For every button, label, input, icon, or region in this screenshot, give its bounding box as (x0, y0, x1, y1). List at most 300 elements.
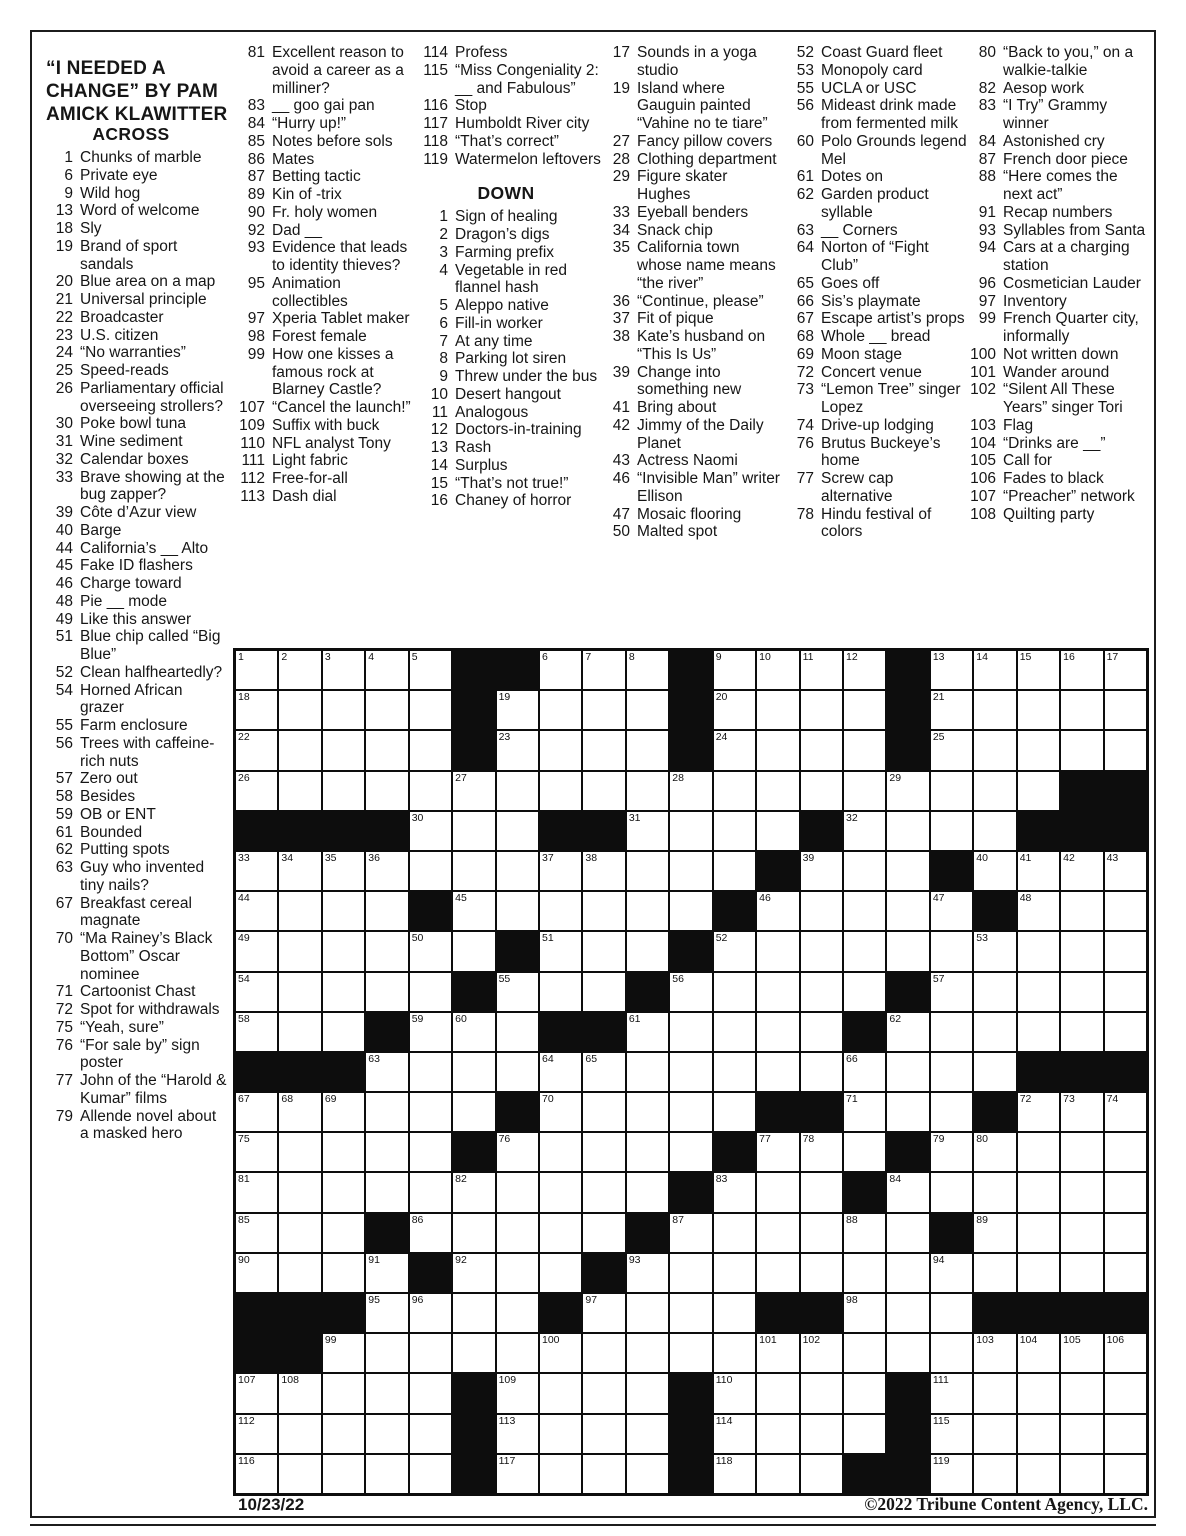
grid-cell[interactable] (235, 1213, 278, 1253)
grid-cell[interactable] (800, 690, 843, 730)
grid-cell[interactable] (1017, 1454, 1060, 1494)
grid-cell[interactable] (235, 1012, 278, 1052)
grid-cell[interactable] (973, 1052, 1016, 1092)
grid-cell[interactable] (713, 1454, 756, 1494)
grid-cell[interactable] (1060, 1253, 1103, 1293)
grid-cell[interactable] (713, 931, 756, 971)
grid-cell[interactable] (365, 931, 408, 971)
grid-cell[interactable] (626, 1454, 669, 1494)
grid-cell[interactable] (496, 1333, 539, 1373)
grid-cell[interactable] (930, 1092, 973, 1132)
grid-cell[interactable] (930, 891, 973, 931)
grid-cell[interactable] (800, 891, 843, 931)
grid-cell[interactable] (1017, 1213, 1060, 1253)
grid-cell[interactable] (756, 1333, 799, 1373)
grid-cell[interactable] (713, 690, 756, 730)
grid-cell[interactable] (756, 1213, 799, 1253)
grid-cell[interactable] (1017, 891, 1060, 931)
grid-cell[interactable] (713, 730, 756, 770)
grid-cell[interactable] (626, 1012, 669, 1052)
grid-cell[interactable] (756, 891, 799, 931)
grid-cell[interactable] (1060, 730, 1103, 770)
grid-cell[interactable] (626, 690, 669, 730)
grid-cell[interactable] (886, 771, 929, 811)
grid-cell[interactable] (973, 1172, 1016, 1212)
grid-cell[interactable] (539, 851, 582, 891)
grid-cell[interactable] (930, 771, 973, 811)
grid-cell[interactable] (278, 931, 321, 971)
grid-cell[interactable] (322, 1253, 365, 1293)
grid-cell[interactable] (365, 690, 408, 730)
grid-cell[interactable] (756, 1132, 799, 1172)
grid-cell[interactable] (322, 771, 365, 811)
grid-cell[interactable] (322, 1454, 365, 1494)
grid-cell[interactable] (1017, 1333, 1060, 1373)
grid-cell[interactable] (1017, 1373, 1060, 1413)
grid-cell[interactable] (800, 1253, 843, 1293)
grid-cell[interactable] (539, 1052, 582, 1092)
grid-cell[interactable] (409, 1052, 452, 1092)
grid-cell[interactable] (278, 972, 321, 1012)
grid-cell[interactable] (843, 811, 886, 851)
grid-cell[interactable] (582, 1454, 625, 1494)
grid-cell[interactable] (843, 1293, 886, 1333)
grid-cell[interactable] (1060, 690, 1103, 730)
grid-cell[interactable] (886, 811, 929, 851)
grid-cell[interactable] (843, 1092, 886, 1132)
grid-cell[interactable] (409, 1092, 452, 1132)
grid-cell[interactable] (626, 1414, 669, 1454)
grid-cell[interactable] (713, 771, 756, 811)
grid-cell[interactable] (235, 771, 278, 811)
grid-cell[interactable] (713, 1373, 756, 1413)
grid-cell[interactable] (278, 690, 321, 730)
grid-cell[interactable] (930, 1052, 973, 1092)
grid-cell[interactable] (409, 730, 452, 770)
grid-cell[interactable] (886, 1333, 929, 1373)
grid-cell[interactable] (452, 771, 495, 811)
grid-cell[interactable] (930, 730, 973, 770)
grid-cell[interactable] (669, 1132, 712, 1172)
grid-cell[interactable] (539, 1333, 582, 1373)
grid-cell[interactable] (365, 1414, 408, 1454)
grid-cell[interactable] (452, 1172, 495, 1212)
grid-cell[interactable] (973, 1012, 1016, 1052)
grid-cell[interactable] (496, 891, 539, 931)
grid-cell[interactable] (843, 891, 886, 931)
grid-cell[interactable] (235, 891, 278, 931)
grid-cell[interactable] (1060, 650, 1103, 690)
grid-cell[interactable] (973, 1414, 1016, 1454)
grid-cell[interactable] (1017, 730, 1060, 770)
grid-cell[interactable] (843, 690, 886, 730)
grid-cell[interactable] (496, 1213, 539, 1253)
grid-cell[interactable] (1017, 851, 1060, 891)
grid-cell[interactable] (930, 1373, 973, 1413)
grid-cell[interactable] (1017, 931, 1060, 971)
grid-cell[interactable] (713, 650, 756, 690)
grid-cell[interactable] (235, 931, 278, 971)
grid-cell[interactable] (582, 1293, 625, 1333)
grid-cell[interactable] (669, 972, 712, 1012)
grid-cell[interactable] (278, 891, 321, 931)
grid-cell[interactable] (365, 1052, 408, 1092)
grid-cell[interactable] (886, 1293, 929, 1333)
grid-cell[interactable] (278, 1132, 321, 1172)
grid-cell[interactable] (322, 690, 365, 730)
grid-cell[interactable] (930, 1454, 973, 1494)
grid-cell[interactable] (886, 1052, 929, 1092)
grid-cell[interactable] (800, 1132, 843, 1172)
grid-cell[interactable] (930, 931, 973, 971)
grid-cell[interactable] (1060, 972, 1103, 1012)
grid-cell[interactable] (365, 1454, 408, 1494)
grid-cell[interactable] (1017, 771, 1060, 811)
grid-cell[interactable] (843, 650, 886, 690)
grid-cell[interactable] (322, 931, 365, 971)
grid-cell[interactable] (973, 811, 1016, 851)
grid-cell[interactable] (669, 851, 712, 891)
grid-cell[interactable] (1104, 650, 1147, 690)
grid-cell[interactable] (756, 730, 799, 770)
grid-cell[interactable] (1017, 1092, 1060, 1132)
grid-cell[interactable] (235, 1132, 278, 1172)
grid-cell[interactable] (322, 1333, 365, 1373)
grid-cell[interactable] (365, 1172, 408, 1212)
grid-cell[interactable] (800, 730, 843, 770)
grid-cell[interactable] (1104, 730, 1147, 770)
grid-cell[interactable] (1060, 1012, 1103, 1052)
grid-cell[interactable] (582, 1373, 625, 1413)
grid-cell[interactable] (843, 851, 886, 891)
grid-cell[interactable] (409, 1172, 452, 1212)
grid-cell[interactable] (539, 1373, 582, 1413)
grid-cell[interactable] (235, 1253, 278, 1293)
grid-cell[interactable] (843, 1253, 886, 1293)
grid-cell[interactable] (1060, 1213, 1103, 1253)
grid-cell[interactable] (409, 851, 452, 891)
grid-cell[interactable] (843, 1052, 886, 1092)
grid-cell[interactable] (1060, 1373, 1103, 1413)
grid-cell[interactable] (409, 1132, 452, 1172)
grid-cell[interactable] (973, 851, 1016, 891)
grid-cell[interactable] (496, 1132, 539, 1172)
grid-cell[interactable] (756, 972, 799, 1012)
grid-cell[interactable] (1104, 891, 1147, 931)
grid-cell[interactable] (582, 650, 625, 690)
grid-cell[interactable] (626, 1132, 669, 1172)
grid-cell[interactable] (756, 1052, 799, 1092)
grid-cell[interactable] (1017, 1172, 1060, 1212)
grid-cell[interactable] (539, 1454, 582, 1494)
grid-cell[interactable] (278, 1414, 321, 1454)
grid-cell[interactable] (1017, 650, 1060, 690)
grid-cell[interactable] (756, 1454, 799, 1494)
grid-cell[interactable] (409, 1373, 452, 1413)
grid-cell[interactable] (322, 1172, 365, 1212)
grid-cell[interactable] (713, 1012, 756, 1052)
grid-cell[interactable] (496, 1052, 539, 1092)
grid-cell[interactable] (800, 972, 843, 1012)
grid-cell[interactable] (452, 1052, 495, 1092)
grid-cell[interactable] (930, 811, 973, 851)
grid-cell[interactable] (886, 1092, 929, 1132)
grid-cell[interactable] (886, 891, 929, 931)
grid-cell[interactable] (930, 650, 973, 690)
grid-cell[interactable] (235, 1414, 278, 1454)
grid-cell[interactable] (278, 1373, 321, 1413)
grid-cell[interactable] (1104, 931, 1147, 971)
grid-cell[interactable] (713, 1092, 756, 1132)
grid-cell[interactable] (409, 1213, 452, 1253)
grid-cell[interactable] (930, 690, 973, 730)
grid-cell[interactable] (409, 1333, 452, 1373)
grid-cell[interactable] (539, 1132, 582, 1172)
grid-cell[interactable] (235, 1172, 278, 1212)
grid-cell[interactable] (1060, 1414, 1103, 1454)
grid-cell[interactable] (496, 851, 539, 891)
grid-cell[interactable] (800, 851, 843, 891)
grid-cell[interactable] (973, 650, 1016, 690)
grid-cell[interactable] (452, 811, 495, 851)
grid-cell[interactable] (930, 1012, 973, 1052)
grid-cell[interactable] (713, 851, 756, 891)
grid-cell[interactable] (365, 1253, 408, 1293)
grid-cell[interactable] (365, 730, 408, 770)
grid-cell[interactable] (496, 972, 539, 1012)
grid-cell[interactable] (756, 811, 799, 851)
grid-cell[interactable] (1017, 1414, 1060, 1454)
grid-cell[interactable] (843, 1333, 886, 1373)
grid-cell[interactable] (452, 1012, 495, 1052)
grid-cell[interactable] (1017, 1132, 1060, 1172)
grid-cell[interactable] (409, 972, 452, 1012)
grid-cell[interactable] (409, 650, 452, 690)
grid-cell[interactable] (1060, 1132, 1103, 1172)
grid-cell[interactable] (322, 972, 365, 1012)
grid-cell[interactable] (278, 851, 321, 891)
grid-cell[interactable] (582, 1414, 625, 1454)
grid-cell[interactable] (713, 1293, 756, 1333)
grid-cell[interactable] (930, 1333, 973, 1373)
grid-cell[interactable] (365, 851, 408, 891)
grid-cell[interactable] (1060, 1333, 1103, 1373)
grid-cell[interactable] (843, 1414, 886, 1454)
grid-cell[interactable] (452, 891, 495, 931)
grid-cell[interactable] (496, 811, 539, 851)
grid-cell[interactable] (1104, 1012, 1147, 1052)
grid-cell[interactable] (322, 1132, 365, 1172)
grid-cell[interactable] (669, 811, 712, 851)
grid-cell[interactable] (322, 730, 365, 770)
grid-cell[interactable] (973, 1213, 1016, 1253)
grid-cell[interactable] (1104, 1333, 1147, 1373)
grid-cell[interactable] (756, 1414, 799, 1454)
grid-cell[interactable] (1017, 1253, 1060, 1293)
grid-cell[interactable] (886, 1172, 929, 1212)
grid-cell[interactable] (843, 1373, 886, 1413)
grid-cell[interactable] (409, 771, 452, 811)
grid-cell[interactable] (582, 1213, 625, 1253)
grid-cell[interactable] (1104, 851, 1147, 891)
grid-cell[interactable] (973, 1373, 1016, 1413)
grid-cell[interactable] (843, 972, 886, 1012)
grid-cell[interactable] (886, 931, 929, 971)
grid-cell[interactable] (582, 851, 625, 891)
grid-cell[interactable] (582, 1052, 625, 1092)
grid-cell[interactable] (1060, 1454, 1103, 1494)
grid-cell[interactable] (756, 1012, 799, 1052)
grid-cell[interactable] (278, 1172, 321, 1212)
grid-cell[interactable] (539, 1253, 582, 1293)
grid-cell[interactable] (409, 931, 452, 971)
grid-cell[interactable] (1104, 1373, 1147, 1413)
grid-cell[interactable] (713, 1052, 756, 1092)
grid-cell[interactable] (973, 771, 1016, 811)
grid-cell[interactable] (278, 1213, 321, 1253)
grid-cell[interactable] (278, 1012, 321, 1052)
grid-cell[interactable] (1060, 1092, 1103, 1132)
grid-cell[interactable] (669, 1213, 712, 1253)
grid-cell[interactable] (409, 811, 452, 851)
grid-cell[interactable] (626, 771, 669, 811)
grid-cell[interactable] (1017, 972, 1060, 1012)
grid-cell[interactable] (713, 1213, 756, 1253)
grid-cell[interactable] (930, 1172, 973, 1212)
grid-cell[interactable] (973, 1333, 1016, 1373)
grid-cell[interactable] (973, 730, 1016, 770)
grid-cell[interactable] (235, 650, 278, 690)
grid-cell[interactable] (800, 1052, 843, 1092)
grid-cell[interactable] (235, 851, 278, 891)
grid-cell[interactable] (409, 1454, 452, 1494)
grid-cell[interactable] (409, 1293, 452, 1333)
grid-cell[interactable] (756, 771, 799, 811)
grid-cell[interactable] (539, 1213, 582, 1253)
grid-cell[interactable] (669, 1052, 712, 1092)
grid-cell[interactable] (669, 771, 712, 811)
grid-cell[interactable] (626, 1333, 669, 1373)
grid-cell[interactable] (756, 1253, 799, 1293)
grid-cell[interactable] (365, 771, 408, 811)
grid-cell[interactable] (713, 1333, 756, 1373)
grid-cell[interactable] (626, 891, 669, 931)
grid-cell[interactable] (1060, 891, 1103, 931)
grid-cell[interactable] (278, 1253, 321, 1293)
grid-cell[interactable] (539, 1172, 582, 1212)
grid-cell[interactable] (365, 1132, 408, 1172)
grid-cell[interactable] (582, 1172, 625, 1212)
grid-cell[interactable] (756, 690, 799, 730)
grid-cell[interactable] (800, 1454, 843, 1494)
grid-cell[interactable] (800, 1333, 843, 1373)
grid-cell[interactable] (756, 650, 799, 690)
grid-cell[interactable] (1060, 851, 1103, 891)
grid-cell[interactable] (800, 931, 843, 971)
grid-cell[interactable] (365, 1293, 408, 1333)
grid-cell[interactable] (800, 1213, 843, 1253)
grid-cell[interactable] (235, 1373, 278, 1413)
grid-cell[interactable] (582, 1333, 625, 1373)
grid-cell[interactable] (626, 1092, 669, 1132)
grid-cell[interactable] (365, 972, 408, 1012)
grid-cell[interactable] (496, 1414, 539, 1454)
grid-cell[interactable] (886, 1253, 929, 1293)
grid-cell[interactable] (365, 891, 408, 931)
grid-cell[interactable] (235, 690, 278, 730)
grid-cell[interactable] (800, 1414, 843, 1454)
grid-cell[interactable] (843, 1213, 886, 1253)
grid-cell[interactable] (843, 1132, 886, 1172)
grid-cell[interactable] (365, 1333, 408, 1373)
grid-cell[interactable] (322, 851, 365, 891)
grid-cell[interactable] (626, 1052, 669, 1092)
grid-cell[interactable] (582, 972, 625, 1012)
grid-cell[interactable] (452, 1092, 495, 1132)
grid-cell[interactable] (409, 690, 452, 730)
grid-cell[interactable] (496, 730, 539, 770)
grid-cell[interactable] (973, 1454, 1016, 1494)
grid-cell[interactable] (539, 972, 582, 1012)
grid-cell[interactable] (1060, 931, 1103, 971)
grid-cell[interactable] (713, 1253, 756, 1293)
grid-cell[interactable] (756, 1172, 799, 1212)
grid-cell[interactable] (713, 1414, 756, 1454)
grid-cell[interactable] (409, 1012, 452, 1052)
grid-cell[interactable] (322, 1213, 365, 1253)
grid-cell[interactable] (452, 1333, 495, 1373)
grid-cell[interactable] (235, 1092, 278, 1132)
grid-cell[interactable] (1104, 972, 1147, 1012)
grid-cell[interactable] (235, 1454, 278, 1494)
grid-cell[interactable] (278, 1454, 321, 1494)
grid-cell[interactable] (582, 891, 625, 931)
grid-cell[interactable] (235, 730, 278, 770)
grid-cell[interactable] (452, 1293, 495, 1333)
grid-cell[interactable] (626, 650, 669, 690)
grid-cell[interactable] (973, 972, 1016, 1012)
grid-cell[interactable] (496, 1454, 539, 1494)
grid-cell[interactable] (1104, 1253, 1147, 1293)
grid-cell[interactable] (626, 1373, 669, 1413)
grid-cell[interactable] (669, 1012, 712, 1052)
grid-cell[interactable] (886, 1012, 929, 1052)
grid-cell[interactable] (930, 972, 973, 1012)
grid-cell[interactable] (496, 1253, 539, 1293)
grid-cell[interactable] (843, 771, 886, 811)
grid-cell[interactable] (626, 730, 669, 770)
grid-cell[interactable] (278, 1092, 321, 1132)
grid-cell[interactable] (322, 1092, 365, 1132)
grid-cell[interactable] (582, 730, 625, 770)
grid-cell[interactable] (756, 931, 799, 971)
grid-cell[interactable] (496, 771, 539, 811)
grid-cell[interactable] (713, 972, 756, 1012)
grid-cell[interactable] (973, 690, 1016, 730)
grid-cell[interactable] (800, 1012, 843, 1052)
grid-cell[interactable] (365, 650, 408, 690)
grid-cell[interactable] (669, 1293, 712, 1333)
grid-cell[interactable] (539, 891, 582, 931)
grid-cell[interactable] (582, 1092, 625, 1132)
grid-cell[interactable] (322, 891, 365, 931)
grid-cell[interactable] (1104, 690, 1147, 730)
grid-cell[interactable] (669, 1333, 712, 1373)
grid-cell[interactable] (1104, 1092, 1147, 1132)
grid-cell[interactable] (539, 1414, 582, 1454)
grid-cell[interactable] (322, 1414, 365, 1454)
grid-cell[interactable] (800, 650, 843, 690)
